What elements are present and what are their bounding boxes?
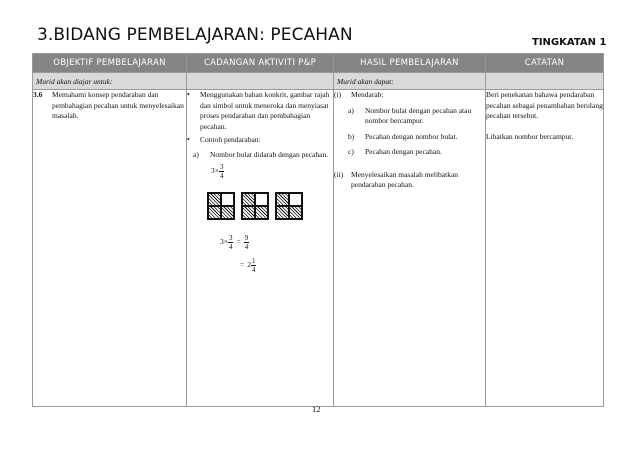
objective-number: 3.6 <box>33 90 43 99</box>
outcomes-cell <box>334 90 486 407</box>
sub-a-text: Nombor bulat didarab dengan pecahan. <box>210 149 329 159</box>
eq-denominator: 4 <box>228 243 233 251</box>
outcome-b-label: b) <box>348 131 355 141</box>
mixed-numerator: 1 <box>251 257 256 265</box>
eq-result-denominator: 4 <box>244 243 249 251</box>
note-2: Libatkan nombor bercampur. <box>486 131 574 141</box>
quarter-square <box>207 192 235 220</box>
example-expression <box>211 163 333 180</box>
column-header-outcomes: HASIL PEMBELAJARAN <box>334 54 486 73</box>
eq-whole: 3 <box>220 237 224 247</box>
page-number: 12 <box>312 404 321 414</box>
shaded-quarter <box>289 206 302 219</box>
mixed-fraction <box>251 257 257 274</box>
eq-result-numerator: 9 <box>244 234 249 242</box>
objective-cell <box>33 90 187 407</box>
mixed-denominator: 4 <box>251 266 256 274</box>
column-header-activities: CADANGAN AKTIVITI P&P <box>187 54 334 73</box>
mixed-whole: 2 <box>247 260 251 270</box>
equation-line-1 <box>220 234 333 251</box>
activities-cell <box>187 90 334 407</box>
shaded-quarter <box>242 193 255 206</box>
grade-label: TINGKATAN 1 <box>532 37 607 48</box>
fraction-denominator: 4 <box>219 172 224 180</box>
outcome-b <box>348 132 485 143</box>
example-fraction <box>219 163 225 180</box>
empty-quarter <box>289 193 302 206</box>
learning-objective <box>33 90 186 122</box>
example-whole: 3 <box>211 166 215 176</box>
outcome-i-label: (i) <box>334 90 342 99</box>
content-row <box>33 90 604 407</box>
empty-quarter <box>255 193 268 206</box>
quarter-square <box>275 192 303 220</box>
shaded-quarter <box>208 193 221 206</box>
header-row <box>33 54 604 73</box>
shaded-quarter <box>242 206 255 219</box>
eq-numerator: 3 <box>228 234 233 242</box>
eq2-equals: = <box>240 260 245 270</box>
subheader-empty <box>187 73 334 90</box>
times-symbol: × <box>214 166 219 176</box>
outcome-ii <box>334 170 485 191</box>
subheader-empty-notes <box>486 73 604 90</box>
activity-bullet-1-text: Menggunakan bahan konkrit, gambar rajah dan simbol untuk meneroka dan menyiasat proses pendaraban dan pembahagian pecahan. <box>200 90 330 131</box>
outcome-c <box>348 147 485 158</box>
eq-fraction <box>228 234 234 251</box>
bullet-icon: • <box>187 135 190 144</box>
outcome-ii-text: Menyelesaikan masalah melibatkan pendaraban pecahan. <box>351 169 459 189</box>
page-title: 3.BIDANG PEMBELAJARAN: PECAHAN <box>37 25 353 45</box>
outcome-i-text: Mendarab: <box>351 90 384 99</box>
eq-equals: = <box>236 237 241 247</box>
outcome-c-label: c) <box>348 147 354 156</box>
outcome-a-text: Nombor bulat dengan pecahan atau nombor bercampur. <box>365 105 472 125</box>
subheader-able: Murid akan dapat: <box>334 73 486 90</box>
activity-bullet-1 <box>187 90 333 132</box>
fraction-diagram <box>207 192 333 220</box>
outcome-a-label: a) <box>348 105 354 115</box>
shaded-quarter <box>221 206 234 219</box>
bullet-icon: • <box>187 90 190 99</box>
shaded-quarter <box>208 206 221 219</box>
eq-result-fraction <box>244 234 250 251</box>
notes-cell <box>486 90 604 407</box>
subheader-taught: Murid akan diajar untuk: <box>33 73 187 90</box>
outcome-c-text: Pecahan dengan pecahan. <box>365 147 442 156</box>
fraction-numerator: 3 <box>219 163 224 171</box>
note-1: Beri penekanan bahawa pendaraban pecahan sebagai penambahan berulang pecahan tersebut. <box>486 90 603 120</box>
shaded-quarter <box>276 193 289 206</box>
syllabus-table <box>32 53 604 407</box>
quarter-square <box>241 192 269 220</box>
outcome-b-text: Pecahan dengan nombor bulat. <box>365 131 458 141</box>
shaded-quarter <box>276 206 289 219</box>
outcome-i <box>334 90 485 101</box>
shaded-quarter <box>255 206 268 219</box>
equation-line-2 <box>240 257 333 274</box>
subheader-row <box>33 73 604 90</box>
activity-bullet-2-text: Contoh pendaraban: <box>200 135 261 144</box>
outcome-a <box>348 106 485 127</box>
outcome-ii-label: (ii) <box>334 169 344 179</box>
activity-sub-a <box>193 150 333 161</box>
sub-a-label: a) <box>193 149 199 159</box>
column-header-notes: CATATAN <box>486 54 604 73</box>
eq-times: × <box>223 237 228 247</box>
objective-text: Memahami konsep pendaraban dan pembahagian pecahan untuk menyelesaikan masalah. <box>52 90 184 120</box>
column-header-objective: OBJEKTIF PEMBELAJARAN <box>33 54 187 73</box>
activity-bullet-2 <box>187 135 333 146</box>
empty-quarter <box>221 193 234 206</box>
